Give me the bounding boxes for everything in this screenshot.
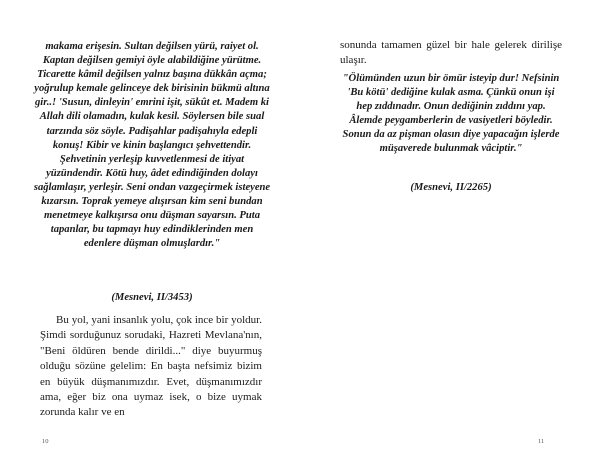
right-page-citation: (Mesnevi, II/2265) [410, 182, 492, 193]
right-page-number: 11 [538, 438, 545, 445]
left-page-quote: makama erişesin. Sultan değilsen yürü, raiyet ol. Kaptan değilsen gemiyi öyle alabildiğine yürütme. Ticarette kâmil değilsen yalnız başına dükkân açma; yoğrulup kemale gelinceye dek birisinin bükmü altına gir..! 'Susun, dinleyin' emrini işit, sükût et. Madem ki Allah dili olamadın, kulak kesil. Söylersen bile sual tarzında söz söyle. Padişahlar padişahıyla edepli konuş! Kibir ve kinin başlangıcı şehvettendir. Şehvetinin yerleşip kuvvetlenmesi de itiyat yüzündendir. Kötü huy, âdet edindiğinden dolayı sağlamlaşır, yerleşir. Seni ondan vazgeçirmek isteyene kızarsın. Toprak yemeye alışırsan kim seni bundan menetmeye kalkışırsa onu düşman sayarsın. Puta tapanlar, bu tapmayı huy edindiklerinden men edenlere düşman olmuşlardır." [33, 41, 271, 250]
left-page-citation: (Mesnevi, II/3453) [111, 292, 193, 303]
right-page-quote: "Ölümünden uzun bir ömür isteyip dur! Nefsinin 'Bu kötü' dediğine kulak asma. Çünkü onun işi hep zıddınadır. Onun dediğinin zıddını yap. Âlemde peygamberlerin de vasiyetleri böyledir. Sonun da az pişman olasın diye yapacağın işlerde müşaverede bulunmak vâciptir." [342, 73, 560, 155]
right-page [300, 0, 600, 463]
left-page-number: 10 [42, 438, 49, 445]
right-page-body-text: sonunda tamamen güzel bir hale gelerek dirilişe ulaşır. [340, 39, 562, 67]
left-page-body-text: Bu yol, yani insanlık yolu, çok ince bir yoldur. Şimdi sorduğunuz sorudaki, Hazreti Mevlana'nın, "Beni öldüren bende dirildi..." diye buyurmuş olduğu sözüne gelelim: En başta nefsimiz bizim en büyük düşmanımızdır. Evet, düşmanımızdır ama, eğer biz ona uymaz isek, o bize uymak zorunda kalır ve en [40, 314, 262, 419]
